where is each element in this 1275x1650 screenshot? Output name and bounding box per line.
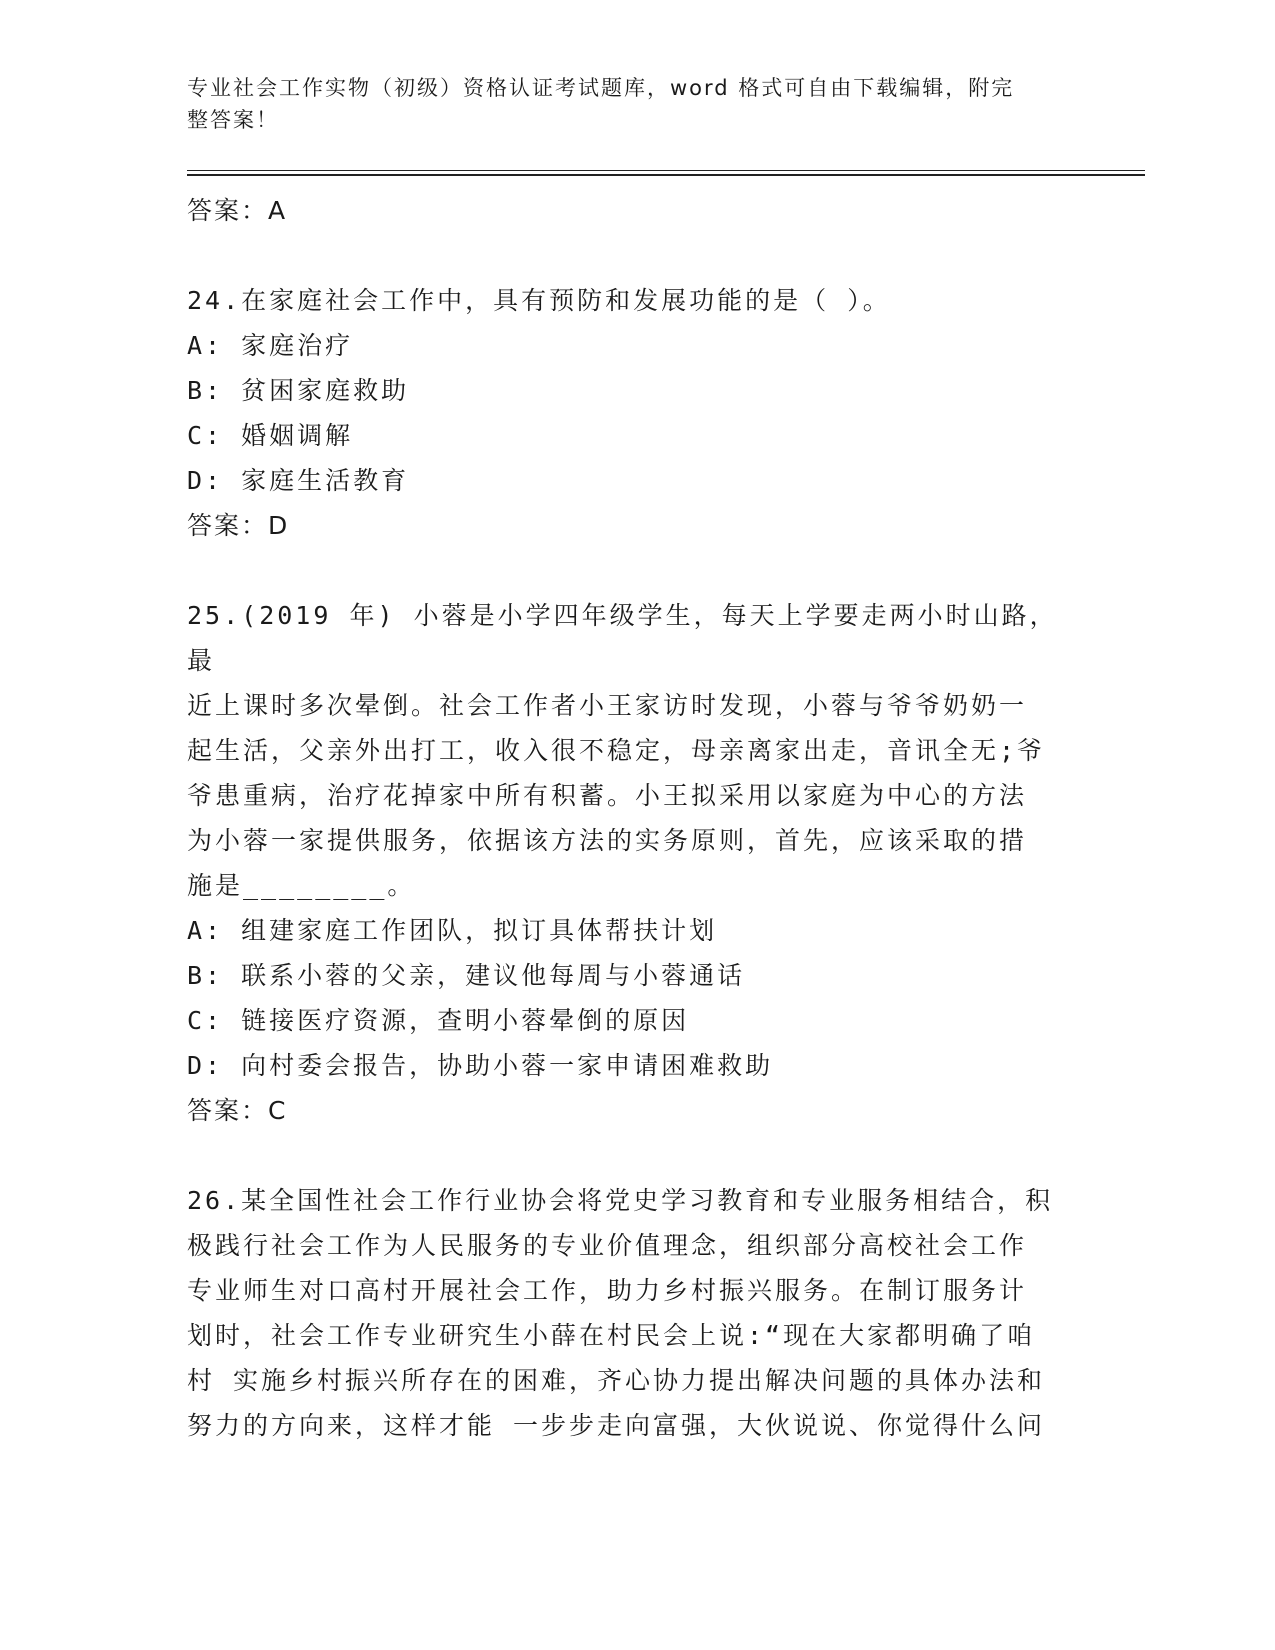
spacer [187,548,1067,593]
question-25-option-c: C: 链接医疗资源，查明小蓉晕倒的原因 [187,1006,690,1035]
question-25-answer: 答案：C [187,1096,288,1125]
question-25-stem-line: 近上课时多次晕倒。社会工作者小王家访时发现，小蓉与爷爷奶奶一 [187,691,1028,720]
header-rule-thick [187,174,1145,176]
header-title-line-2: 整答案！ [187,108,279,132]
question-24-option-c: C: 婚姻调解 [187,421,354,450]
question-26-stem-line: 26.某全国性社会工作行业协会将党史学习教育和专业服务相结合，积 [187,1186,1054,1215]
question-24-option-d: D: 家庭生活教育 [187,466,410,495]
question-25-stem-line: 起生活，父亲外出打工，收入很不稳定，母亲离家出走，音讯全无;爷 [187,736,1046,765]
question-25-stem-line: 施是________。 [187,871,416,900]
header-rule-thin [187,170,1145,171]
prev-question-answer: 答案：A [187,196,288,225]
question-26-stem-line: 村 实施乡村振兴所存在的困难，齐心协力提出解决问题的具体办法和 [187,1366,1046,1395]
question-25-stem-line: 25.(2019 年) 小蓉是小学四年级学生，每天上学要走两小时山路，最 [187,601,1058,675]
question-25-option-a: A: 组建家庭工作团队，拟订具体帮扶计划 [187,916,718,945]
question-25-stem-line: 爷患重病，治疗花掉家中所有积蓄。小王拟采用以家庭为中心的方法 [187,781,1028,810]
question-26 [187,1178,1067,1448]
question-24-option-a: A: 家庭治疗 [187,331,354,360]
question-25-option-b: B: 联系小蓉的父亲，建议他每周与小蓉通话 [187,961,746,990]
question-24 [187,278,1067,548]
question-25-stem-line: 为小蓉一家提供服务，依据该方法的实务原则，首先，应该采取的措 [187,826,1028,855]
header-title-line-1: 专业社会工作实物（初级）资格认证考试题库，word 格式可自由下载编辑，附完 [187,76,1015,100]
question-26-stem-line: 努力的方向来，这样才能 一步步走向富强，大伙说说、你觉得什么问 [187,1411,1046,1440]
question-24-answer: 答案：D [187,511,290,540]
spacer [187,233,1067,278]
question-25 [187,593,1067,1133]
question-list [187,188,1067,1448]
question-26-stem-line: 极践行社会工作为人民服务的专业价值理念，组织部分高校社会工作 [187,1231,1028,1260]
question-25-option-d: D: 向村委会报告，协助小蓉一家申请困难救助 [187,1051,774,1080]
question-26-stem-line: 专业师生对口高村开展社会工作，助力乡村振兴服务。在制订服务计 [187,1276,1028,1305]
spacer [187,1133,1067,1178]
question-26-stem-line: 划时，社会工作专业研究生小薛在村民会上说:“现在大家都明确了咱 [187,1321,1036,1350]
question-24-option-b: B: 贫困家庭救助 [187,376,410,405]
page-header [187,72,1067,136]
question-24-stem: 24.在家庭社会工作中，具有预防和发展功能的是（ ）。 [187,286,891,315]
